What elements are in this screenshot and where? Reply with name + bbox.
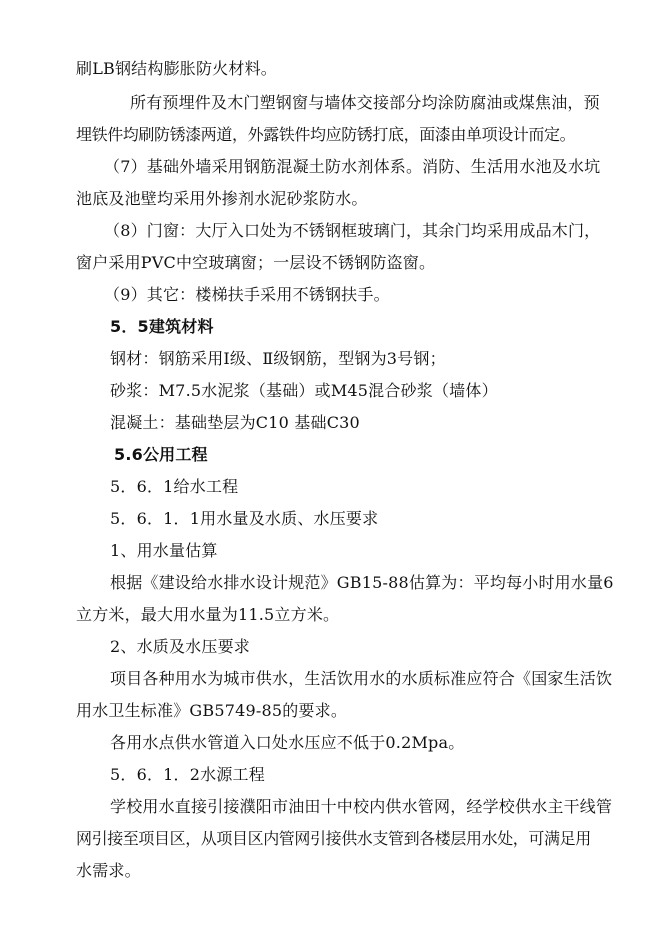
text-line: 1、用水量估算 (110, 541, 218, 560)
text-line: 砂浆：M7.5水泥浆（基础）或M45混合砂浆（墙体） (110, 381, 498, 400)
subsection-heading: 5．6．1．2水源工程 (110, 765, 265, 784)
text-line: 各用水点供水管道入口处水压应不低于0.2Mpa。 (110, 733, 465, 752)
section-heading: 5.6公用工程 (114, 445, 208, 464)
text-line: 混凝土：基础垫层为C10 基础C30 (110, 413, 360, 432)
subsection-heading: 5．6．1给水工程 (110, 477, 239, 496)
text-line: 埋铁件均刷防锈漆两道，外露铁件均应防锈打底，面漆由单项设计而定。 (76, 125, 576, 144)
text-line: 窗户采用PVC中空玻璃窗；一层设不锈钢防盗窗。 (76, 253, 436, 272)
text-line: 刷LB钢结构膨胀防火材料。 (76, 59, 277, 78)
text-line: 立方米，最大用水量为11.5立方米。 (76, 605, 340, 624)
text-line: 根据《建设给水排水设计规范》GB15-88估算为：平均每小时用水量6 (110, 573, 614, 592)
text-line: （9）其它：楼梯扶手采用不锈钢扶手。 (104, 285, 390, 304)
text-line: 学校用水直接引接濮阳市油田十中校内供水管网，经学校供水主干线管 (110, 797, 613, 816)
text-line: 用水卫生标准》GB5749-85的要求。 (76, 701, 348, 720)
section-heading: 5．5建筑材料 (110, 317, 214, 336)
text-line: 2、水质及水压要求 (110, 637, 250, 656)
text-line: 网引接至项目区，从项目区内管网引接供水支管到各楼层用水处，可满足用 (76, 829, 591, 848)
text-line: （8）门窗：大厅入口处为不锈钢框玻璃门，其余门均采用成品木门， (104, 221, 601, 240)
text-line: 项目各种用水为城市供水，生活饮用水的水质标准应符合《国家生活饮 (110, 669, 613, 688)
text-line: 所有预埋件及木门塑钢窗与墙体交接部分均涂防腐油或煤焦油，预 (130, 93, 600, 112)
text-line: （7）基础外墙采用钢筋混凝土防水剂体系。消防、生活用水池及水坑 (104, 157, 601, 176)
subsection-heading: 5．6．1．1用水量及水质、水压要求 (110, 509, 379, 528)
text-line: 水需求。 (76, 861, 141, 880)
text-line: 池底及池壁均采用外掺剂水泥砂浆防水。 (76, 189, 368, 208)
text-line: 钢材：钢筋采用Ⅰ级、Ⅱ级钢筋，型钢为3号钢； (110, 349, 446, 368)
